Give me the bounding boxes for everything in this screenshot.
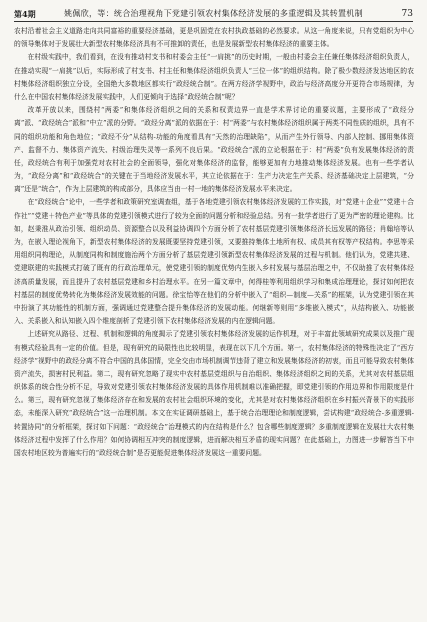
- article-body: [14, 25, 414, 460]
- header-rule: [14, 21, 413, 22]
- running-title: 姚佩欣，等：统合治理视角下党建引领农村集体经济发展的多重逻辑及其转置机制: [64, 9, 363, 18]
- paragraph: 改革开放以来，围绕村“两委”和集体经济组织之间的关系和权责边界一直是学术界讨论的重要议题，主要形成了“政经分离”派、“政经统合”派和“中立”派的分野。“政经分离”派的依据在于：村“两委”与农村集体经济组织属于两类不同性质的组织，具有不同的组织功能和角色地位；“政经不分”从结构-功能的角度看具有“天然的治理缺陷”，从而产生外行领导、内部人控制、挪用集体资产、监督不力、集体资产流失、村级治理失灵等一系列不良后果。“政经统合”派的立论根据在于：村“两委”负有发展集体经济的责任，政经统合有利于加强党对农村社会的全面领导，强化对集体经济的监督，能够更加有力地推动集体经济发展。也有一些学者认为，“政经分离”和“政经统合”的关键在于当地经济发展水平，其立论依据在于：生产力决定生产关系、经济基础决定上层建筑，“分离”还是“统合”，作为上层建筑的构成部分，具体应当由一村一地的集体经济发展水平来决定。: [14, 106, 414, 194]
- paragraph: 在村级实践中，我们看到，在没有推动村支书和村委会主任“一肩挑”的历史时期，一般由村委会主任兼任集体经济组织负责人，在推动实现“一肩挑”以后，实际形成了村支书、村主任和集体经济组织负责人“三位一体”的组织结构。除了极少数经济发达地区的农村集体经济组织独立分设，全国绝大多数地区都实行“政经统合制”。在两方经济学视野中，政治与经济高度分开更符合市场规律，为什么在中国农村集体经济发展实践中，人们更倾向于选择“政经统合制”呢？: [14, 53, 414, 101]
- issue-label: 第4期: [14, 9, 36, 19]
- page-header: [14, 7, 413, 21]
- paragraph: 农村沿着社会主义道路走向共同富裕的重要经济基础，更是巩固党在农村执政基础的必然要求。从这一角度来说，只有党组织为中心的领导集体对于发展壮大新型农村集体经济具有不可推卸的责任，也是发展新型农村集体经济的重要主体。: [14, 27, 414, 49]
- page-number: 73: [401, 9, 413, 19]
- paragraph: 在“政经统合”论中，一些学者和政策研究室调查组，基于各地党建引领农村集体经济发展的工作实践，对“党建＋企业”“党建＋合作社”“党建＋特色产业”等具体的党建引领模式进行了较为全面的问题分析和经验总结。另有一批学者进行了更为严密的理论建构。比如，赵秉淮从政治引领、组织动员、资源整合以及利益协调四个方面分析了农村基层党建引领集体经济长远发展的路径；肖翰培等认为，在嵌入理论视角下，新型农村集体经济的发展既要坚持党建引领，又要推持集体土地所有权、成员其有权等产权结构。李思等采用组织同构理论，从制度同构和制度施治两个方面分析了基层党建引领新型农村集体经济发展的过程与机制。他们认为，党建共建、党建联建的实践模式打破了既有的行政治理单元，使党建引领的制度优势内生嵌入乡村发展与基层治理之中，不仅助推了农村集体经济高质量发展，而且提升了农村基层党建和乡村治理水平。在另一篇文章中，何得桂等利用组织学习和集成治理理论，探讨如何把农村基层的制度优势转化为集体经济发展效能的问题。徐宝怡等在他们的分析中嵌入了“组织—制度—关系”的框架，认为党建引领在其中扮演了其功能性的机制方面，强调通过党建整合提升集体经济的发展动能。何继新等则用“多维嵌入模式”，从结构嵌入、功能嵌入、关系嵌入和认知嵌入四个维度剖析了党建引领下农村集体经济发展的内在逻辑问题。: [14, 198, 414, 326]
- paragraph: 上述研究从路径、过程、机制和逻辑的角度揭示了党建引领农村集体经济发展的运作机理，对于丰富此领域研究成果以及推广现有模式经验具有一定的价值。但是，现有研究的局限性也比较明显，表现在以下几个方面。第一，农村集体经济的特殊性决定了“西方经济学”视野中的政经分离不符合中国的具体国情，完全交由市场机制调节违背了建立和发展集体经济的初衷，而且可能导致农村集体资产流失，损害村民利益。第二，现有研究忽略了现实中农村基层党组织与自治组织、集体经济组织之间的关系，尤其对农村基层组织体系的统合性分析不足，导致对党建引领农村集体经济发展的具体作用机制难以准确把握，即党建引领的作用边界和作用限度是什么。第三，现有研究忽视了集体经济存在和发展的农村社会组织环境的变化，尤其是对农村集体经济组织在乡村振兴背景下的实践形态，未能深入研究“政经统合”这一治理机制。本文在实证调研基础上，基于统合治理理论和制度逻辑，尝试构建“政经统合-多重逻辑-转置协同”的分析框架，探讨如下问题：“政经统合”治理模式的内在结构是什么？包含哪些制度逻辑？多重制度逻辑在发展壮大农村集体经济过程中发挥了什么作用？如何协调相互冲突的制度逻辑，进而解决相互矛盾的现实问题？在此基础上，力图进一步解答当下中国农村地区较为普遍实行的“政经统合制”是否更能促进集体经济发展这一重要问题。: [14, 330, 415, 457]
